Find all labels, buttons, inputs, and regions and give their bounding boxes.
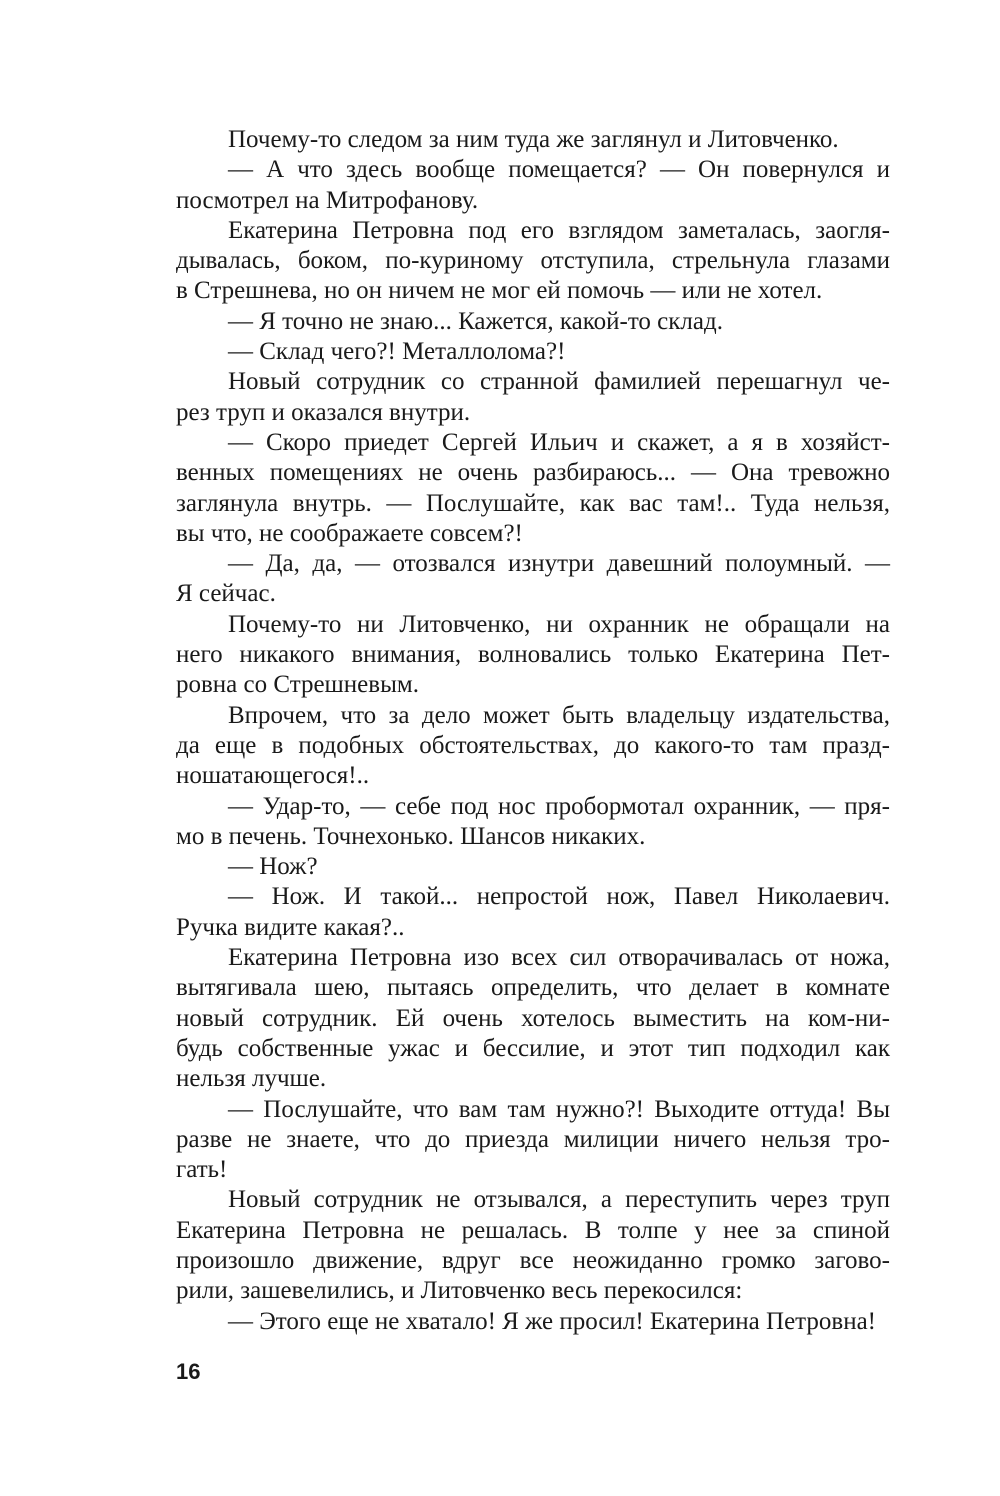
paragraph xyxy=(176,610,890,701)
paragraph xyxy=(176,428,890,549)
page-number: 16 xyxy=(176,1359,201,1384)
text-line: вы что, не соображаете совсем?! xyxy=(176,519,523,547)
text-line: заглянула внутрь. — Послушайте, как вас там!.. Туда нельзя, xyxy=(176,489,890,517)
paragraph xyxy=(176,1307,890,1337)
text-line: произошло движение, вдруг все неожиданно громко загово- xyxy=(176,1246,890,1274)
paragraph xyxy=(176,337,890,367)
paragraph xyxy=(176,125,890,155)
paragraph xyxy=(176,792,890,853)
paragraph xyxy=(176,367,890,428)
text-line: Впрочем, что за дело может быть владельцу издательства, xyxy=(228,701,890,729)
text-line: — Да, да, — отозвался изнутри давешний полоумный. — xyxy=(228,550,890,578)
paragraph xyxy=(176,1185,890,1306)
text-line: гать! xyxy=(176,1156,228,1184)
paragraph xyxy=(176,216,890,307)
paragraph xyxy=(176,1095,890,1186)
text-line: новый сотрудник. Ей очень хотелось выместить на ком-ни- xyxy=(176,1004,890,1032)
paragraph xyxy=(176,852,890,882)
text-line: разве не знаете, что до приезда милиции ничего нельзя тро- xyxy=(176,1125,890,1153)
text-line: венных помещениях не очень разбираюсь... — Она тревожно xyxy=(176,459,890,487)
paragraph xyxy=(176,549,890,610)
text-line: — Этого еще не хватало! Я же просил! Екатерина Петровна! xyxy=(228,1307,877,1335)
text-line: нельзя лучше. xyxy=(176,1065,327,1093)
text-line: Ручка видите какая?.. xyxy=(176,913,405,941)
text-line: посмотрел на Митрофанову. xyxy=(176,186,479,214)
text-line: Я сейчас. xyxy=(176,580,276,608)
paragraph xyxy=(176,882,890,943)
text-line: рез труп и оказался внутри. xyxy=(176,398,471,426)
text-line: Екатерина Петровна не решалась. В толпе у нее за спиной xyxy=(176,1216,890,1244)
page-body xyxy=(176,125,890,1337)
text-line: да еще в подобных обстоятельствах, до какого-то там празд- xyxy=(176,731,890,759)
text-line: Почему-то следом за ним туда же заглянул и Литовченко. xyxy=(228,126,839,153)
text-line: мо в печень. Точнехонько. Шансов никаких. xyxy=(176,822,646,850)
paragraph xyxy=(176,943,890,1094)
text-line: ровна со Стрешневым. xyxy=(176,671,419,699)
text-line: Новый сотрудник со странной фамилией перешагнул че- xyxy=(228,368,890,396)
text-line: — Нож. И такой... непростой нож, Павел Николаевич. xyxy=(228,883,890,911)
paragraph xyxy=(176,701,890,792)
text-line: дывалась, боком, по-куриному отступила, стрельнула глазами xyxy=(176,247,890,275)
text-line: него никакого внимания, волновались только Екатерина Пет- xyxy=(176,641,890,669)
text-line: — Склад чего?! Металлолома?! xyxy=(228,338,566,366)
paragraph xyxy=(176,307,890,337)
text-line: — Нож? xyxy=(228,853,318,881)
text-line: Новый сотрудник не отзывался, а переступить через труп xyxy=(228,1186,890,1214)
text-line: вытягивала шею, пытаясь определить, что делает в комнате xyxy=(176,974,890,1002)
text-line: — Удар-то, — себе под нос пробормотал охранник, — пря- xyxy=(228,792,890,820)
text-line: рили, зашевелились, и Литовченко весь перекосился: xyxy=(176,1277,743,1305)
text-line: — Послушайте, что вам там нужно?! Выходите оттуда! Вы xyxy=(228,1095,890,1123)
text-line: будь собственные ужас и бессилие, и этот тип подходил как xyxy=(176,1034,890,1062)
text-line: Почему-то ни Литовченко, ни охранник не обращали на xyxy=(228,610,890,638)
paragraph xyxy=(176,155,890,216)
text-line: — А что здесь вообще помещается? — Он повернулся и xyxy=(228,156,890,184)
text-line: ношатающегося!.. xyxy=(176,762,370,790)
text-line: Екатерина Петровна под его взглядом заметалась, заогля- xyxy=(228,216,890,244)
text-line: — Скоро приедет Сергей Ильич и скажет, а я в хозяйст- xyxy=(228,428,890,456)
text-line: — Я точно не знаю... Кажется, какой-то склад. xyxy=(228,307,723,335)
text-line: Екатерина Петровна изо всех сил отворачивалась от ножа, xyxy=(228,944,890,972)
text-line: в Стрешнева, но он ничем не мог ей помочь — или не хотел. xyxy=(176,277,823,305)
